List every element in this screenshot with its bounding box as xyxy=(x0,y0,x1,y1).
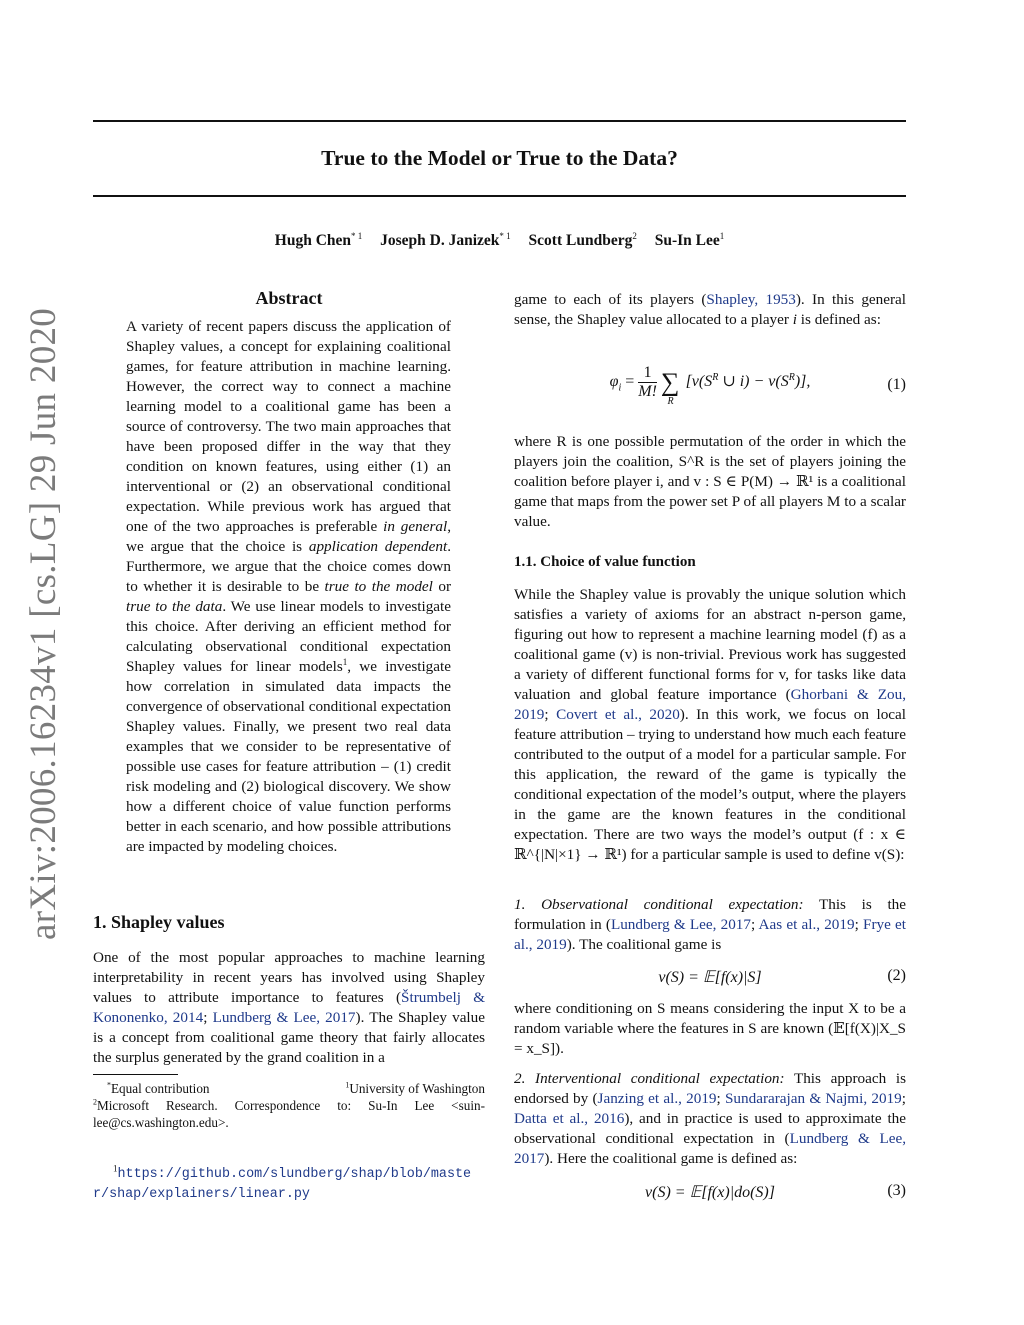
author-name: Su-In Lee xyxy=(654,232,720,249)
right-paragraph-observational: 1. Observational conditional expectation: This is the formulation in (Lundberg & Lee, 2017; Aas et al., 2019; Frye et al., 2019). The coalitional game is xyxy=(514,896,906,953)
citation-link[interactable]: Aas et al., 2019 xyxy=(758,916,855,933)
equation-number: (1) xyxy=(887,376,906,393)
footnote-url: $^1$https://github.com/slundberg/shap/blob/master/shap/explainers/linear.py xyxy=(93,1163,472,1202)
author-affiliation: 2 xyxy=(632,230,637,241)
citation-link[interactable]: Shapley, 1953 xyxy=(706,291,796,308)
citation-link[interactable]: Covert et al., 2020 xyxy=(556,706,680,723)
arxiv-stamp: arXiv:2006.16234v1 [cs.LG] 29 Jun 2020 xyxy=(23,307,64,940)
code-link[interactable]: https://github.com/slundberg/shap/blob/master/shap/explainers/linear.py xyxy=(93,1167,472,1202)
author-affiliation: * 1 xyxy=(351,230,363,241)
equation-1: $\varphi_i$ = $\frac{1}{M!}$ $\sum_R[v(S^R$ ∪ $i) - v(S^R)$], (1) xyxy=(609,364,906,408)
title-bottom-rule xyxy=(93,195,906,197)
right-paragraph-value-function: While the Shapley value is provably the unique solution which satisfies a variety of axioms for an abstract n-person game, figuring out how to represent a machine learning model (f) as a coalitional game (v) is non-trivial. Previous work has suggested a variety of different functional forms for v, for tasks like data valuation and global feature importance (Ghorbani & Zou, 2019; Covert et al., 2020). In this work, we focus on local feature attribution – trying to understand how much each feature contributed to the output of a model for a particular sample. For this application, the reward of the game is typically the conditional expectation of the model’s output, where the players in the game are the known features in the conditional expectation. There are two ways the model’s output (f : x ∈ ℝ^{|N|×1} → ℝ¹) for a particular sample is used to define v(S): xyxy=(514,586,907,863)
abstract-text: A variety of recent papers discuss the application of Shapley values, a concept for explaining coalitional games, for feature attribution in machine learning. However, the correct way to connect a machine learning model to a coalitional game has been a source of controversy. The two main approaches that have been proposed differ in the way that they condition on known features, using either (1) an interventional or (2) an observational conditional expectation. While previous work has argued that one of the two approaches is preferable in general, we argue that the choice is application dependent. Furthermore, we argue that the choice comes down to whether it is desirable to be true to the model or true to the data. We use linear models to investigate this choice. After deriving an efficient method for calculating observational conditional expectation Shapley values for linear models$^1$, we investigate how correlation in simulated data impacts the convergence of observational conditional expectation Shapley values. Finally, we present two real data examples that we consider to be representative of possible use cases for feature attribution – (1) credit risk modeling and (2) biological discovery. We show how a different choice of value function performs better in each scenario, and how possible attributions are impacted by modeling choices. xyxy=(126,318,452,855)
equation-number: (2) xyxy=(887,967,906,984)
footnote-equal: Equal contribution xyxy=(111,1081,210,1096)
author-name: Scott Lundberg xyxy=(528,232,633,249)
citation-link[interactable]: Datta et al., 2016 xyxy=(514,1110,625,1127)
right-paragraph-intro: game to each of its players (Shapley, 1953). In this general sense, the Shapley value allocated to a player i is defined as: xyxy=(514,291,907,328)
equation-3: v(S) = 𝔼[f(x)|do(S)] (3) xyxy=(645,1182,906,1201)
footnote-affiliation-1: University of Washington xyxy=(349,1081,485,1096)
citation-link[interactable]: Štrumbelj & Kononenko, 2014 xyxy=(93,989,486,1026)
right-paragraph-interventional: 2. Interventional conditional expectation: This approach is endorsed by (Janzing et al., 2019; Sundararajan & Najmi, 2019; Datta et al., 2016), and in practice is used to approximate the observational conditional expectation in (Lundberg & Lee, 2017). Here the coalitional game is defined as: xyxy=(514,1070,906,1167)
citation-link[interactable]: Janzing et al., 2019 xyxy=(597,1090,717,1107)
author-name: Hugh Chen xyxy=(274,232,352,249)
footnote-rule xyxy=(93,1074,178,1075)
right-paragraph-conditioning: where conditioning on S means considering the input X to be a random variable where the features in S are known (𝔼[f(X)|X_S = x_S]). xyxy=(514,1000,906,1057)
equation-number: (3) xyxy=(887,1182,906,1199)
right-paragraph-after-eq1: where R is one possible permutation of the order in which the players join the coalition, S^R is the set of players joining the coalition before player i, and v : S ∈ P(M) → ℝ¹ is a coalitional game that maps from the power set P of all players M to a scalar value. xyxy=(514,433,906,530)
section-heading: 1. Shapley values xyxy=(93,912,225,932)
citation-link[interactable]: Ghorbani & Zou, 2019 xyxy=(514,686,907,723)
equation-2: v(S) = 𝔼[f(x)|S] (2) xyxy=(658,967,906,986)
citation-link[interactable]: Lundberg & Lee, 2017 xyxy=(212,1009,356,1026)
citation-link[interactable]: Sundararajan & Najmi, 2019 xyxy=(724,1090,902,1107)
footnote-affiliation-2: Microsoft Research. Correspondence to: Su-In Lee <suin-lee@cs.washington.edu>. xyxy=(93,1098,485,1130)
citation-link[interactable]: Frye et al., 2019 xyxy=(514,916,906,953)
footnotes: *Equal contribution $^1$University of Washington $^2$Microsoft Research. Correspondence to: Su-In Lee <suin-lee@cs.washington.edu>. xyxy=(93,1080,485,1130)
abstract-heading: Abstract xyxy=(255,288,323,308)
subsection-heading: 1.1. Choice of value function xyxy=(514,554,696,570)
citation-link[interactable]: Lundberg & Lee, 2017 xyxy=(610,916,751,933)
page-title: True to the Model or True to the Data? xyxy=(321,146,678,170)
footnote-marker: 1 xyxy=(342,656,348,667)
author-affiliation: * 1 xyxy=(499,230,511,241)
section-paragraph: One of the most popular approaches to machine learning interpretability in recent years has involved using Shapley values to attribute importance to features (Štrumbelj & Kononenko, 2014; Lundberg & Lee, 2017). The Shapley value is a concept from coalitional game theory that fairly allocates the surplus generated by the grand coalition in a xyxy=(93,949,486,1066)
top-rule xyxy=(93,120,906,122)
citation-link[interactable]: Lundberg & Lee, 2017 xyxy=(514,1130,906,1167)
author-list xyxy=(93,232,906,250)
author-affiliation: 1 xyxy=(719,230,725,241)
author-name: Joseph D. Janizek xyxy=(380,232,500,249)
